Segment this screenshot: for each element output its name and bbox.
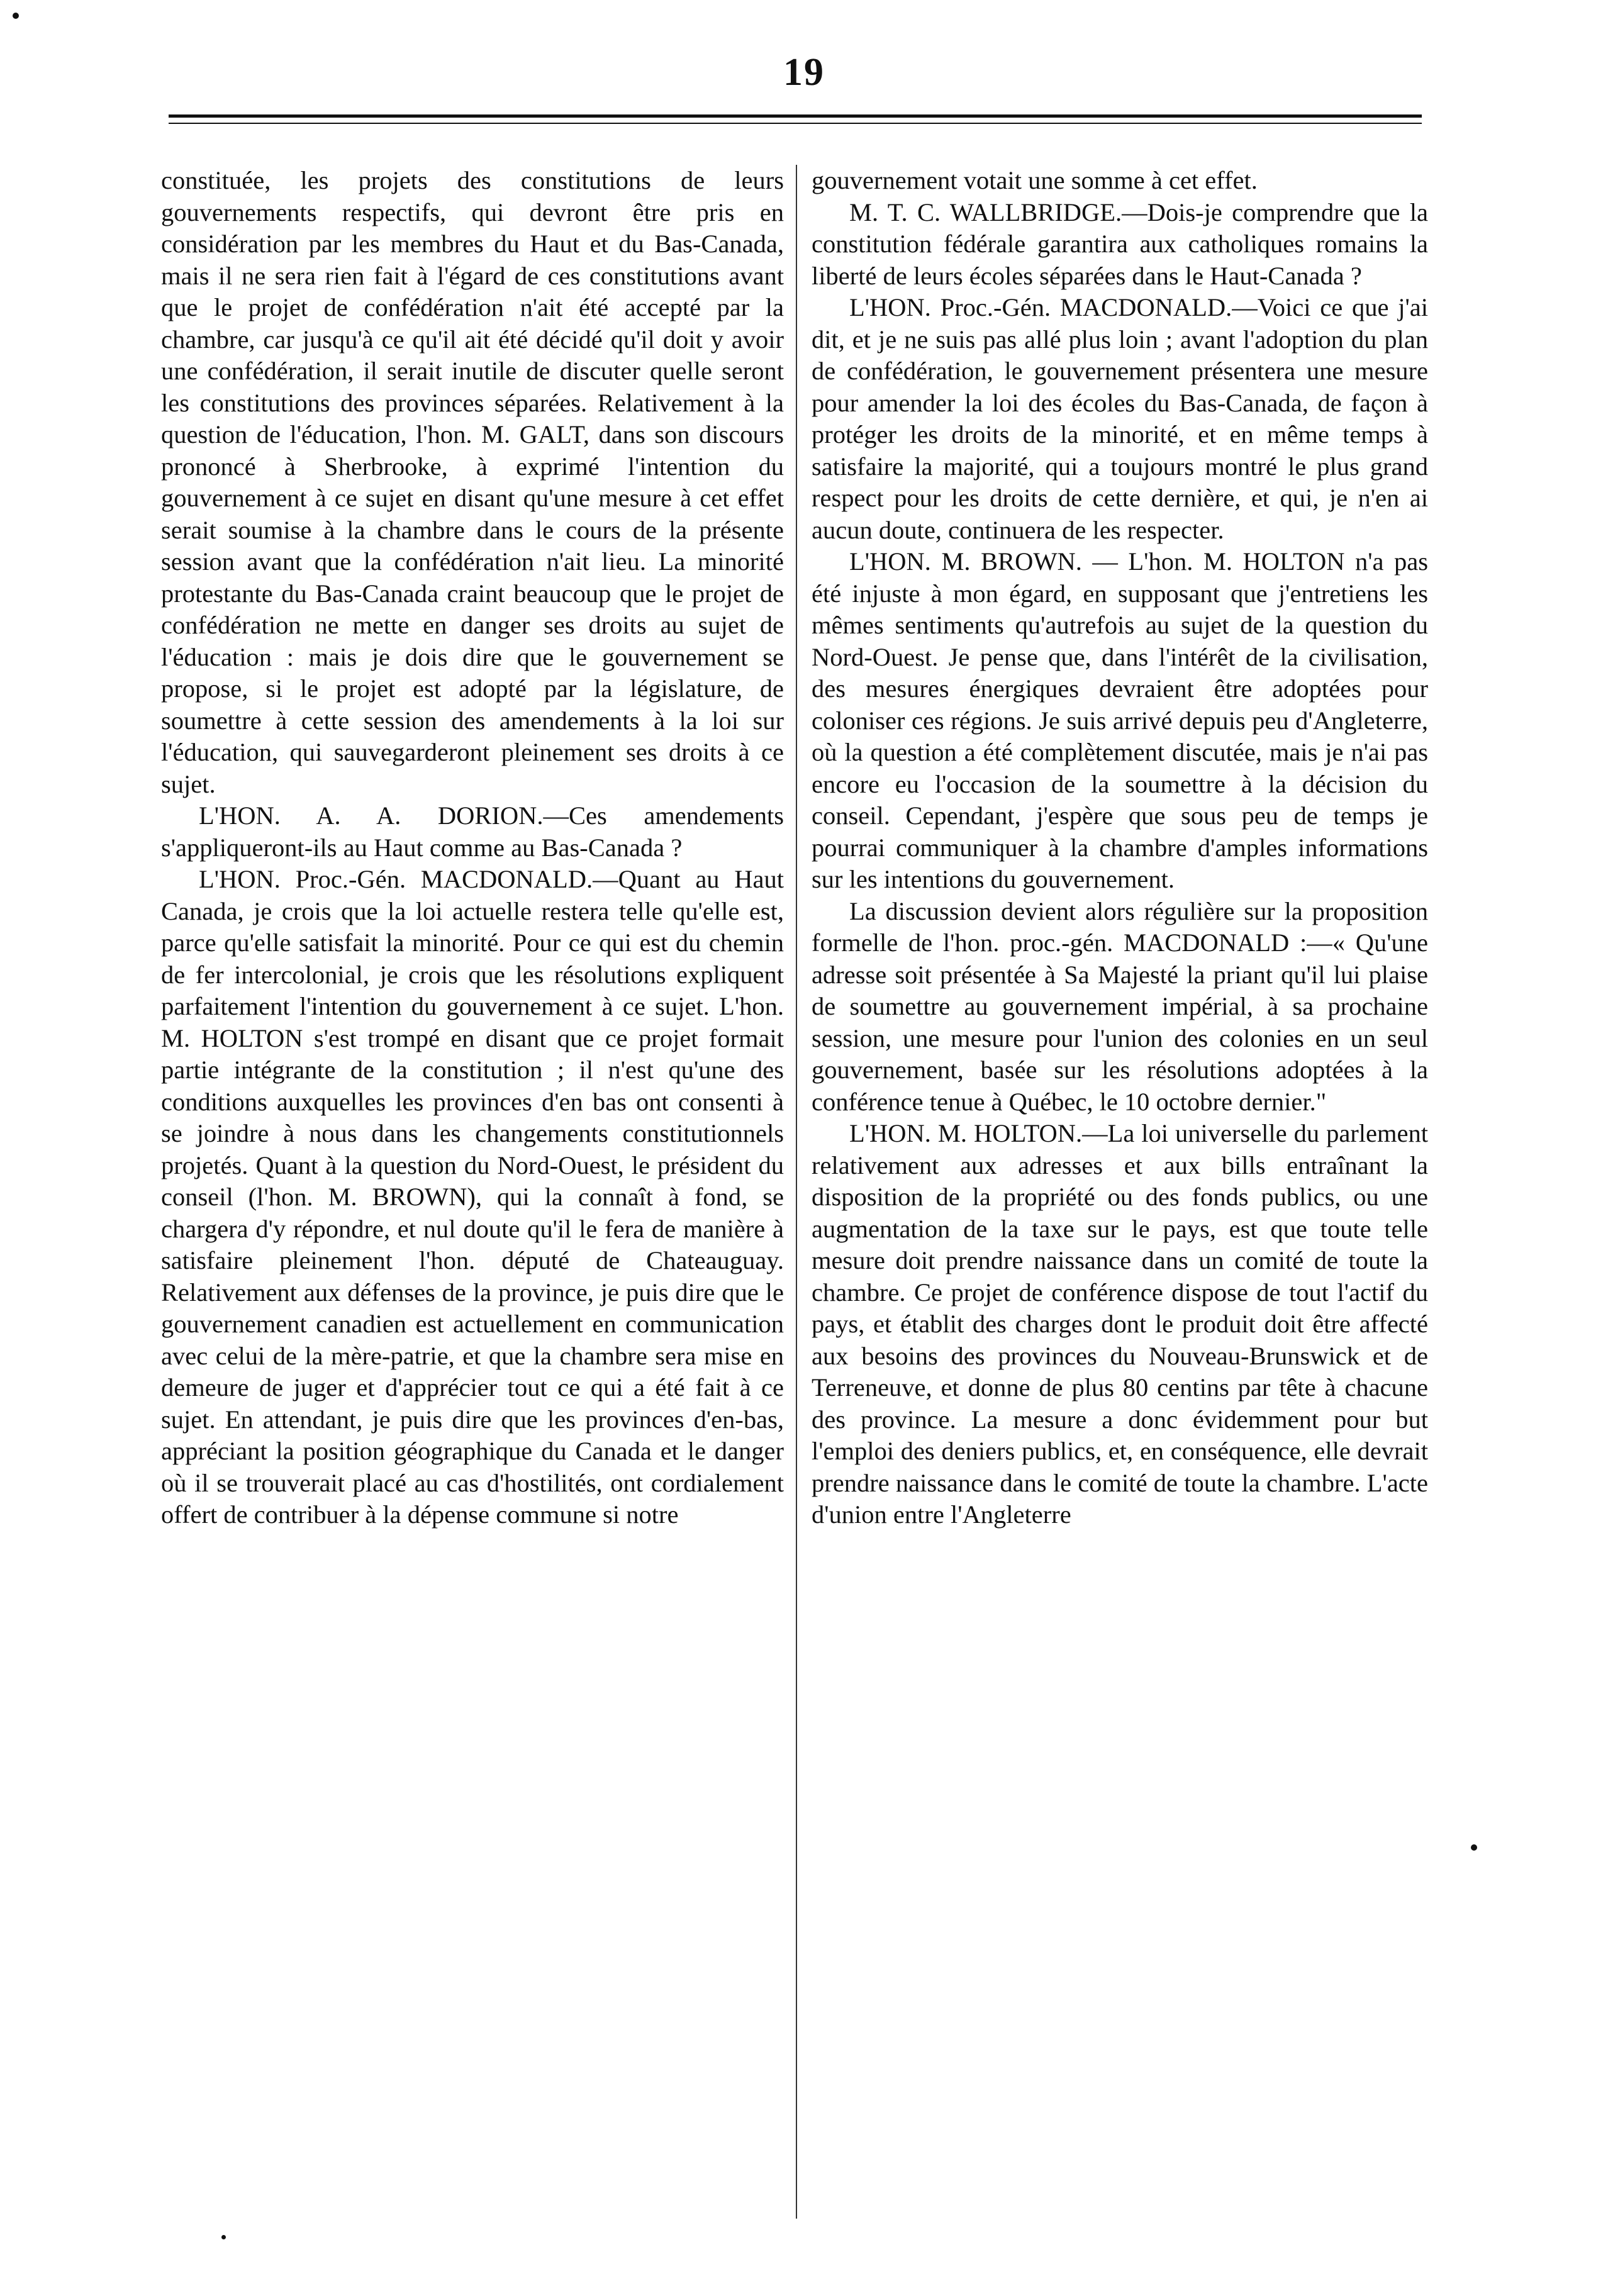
- paragraph: L'HON. Proc.-Gén. MACDONALD.—Quant au Haut Canada, je crois que la loi actuelle restera telle qu'elle est, parce qu'elle satisfait la minorité. Pour ce qui est du chemin de fer intercolonial, je crois que les résolutions expliquent parfaitement l'intention du gouvernement à ce sujet. L'hon. M. HOLTON s'est trompé en disant que ce projet formait partie intégrante de la constitution ; il n'est qu'une des conditions auxquelles les provinces d'en bas ont consenti à se joindre à nous dans les changements constitutionnels projetés. Quant à la question du Nord-Ouest, le président du conseil (l'hon. M. BROWN), qui la connaît à fond, se chargera d'y répondre, et nul doute qu'il le fera de manière à satisfaire pleinement l'hon. député de Chateauguay. Relativement aux défenses de la province, je puis dire que le gouvernement canadien est actuellement en communication avec celui de la mère-patrie, et que la chambre sera mise en demeure de juger et d'apprécier tout ce qui a été fait à ce sujet. En attendant, je puis dire que les provinces d'en-bas, appréciant la position géographique du Canada et le danger où il se trouverait placé au cas d'hostilités, ont cordialement offert de contribuer à la dépense commune si notre: [161, 865, 784, 1529]
- paragraph: L'HON. M. HOLTON.—La loi universelle du parlement relativement aux adresses et aux bills entraînant la disposition de la propriété ou des fonds publics, ou une augmentation de la taxe sur le pays, est que toute telle mesure doit prendre naissance dans un comité de toute la chambre. Ce projet de conférence dispose de tout l'actif du pays, et établit des charges dont le produit doit être affecté aux besoins des provinces du Nouveau-Brunswick et de Terreneuve, et donne de plus 80 centins par tête à chacune des province. La mesure a donc évidemment pour but l'emploi des deniers publics, et, en conséquence, elle devrait prendre naissance dans le comité de toute la chambre. L'acte d'union entre l'Angleterre: [812, 1119, 1428, 1529]
- margin-mark-top-left: [13, 13, 19, 19]
- paragraph: L'HON. A. A. DORION.—Ces amendements s'appliqueront-ils au Haut comme au Bas-Canada ?: [161, 801, 784, 862]
- paragraph: gouvernement votait une somme à cet effet.: [812, 166, 1258, 194]
- paragraph: M. T. C. WALLBRIDGE.—Dois-je comprendre que la constitution fédérale garantira aux catholiques romains la liberté de leurs écoles séparées dans le Haut-Canada ?: [812, 198, 1428, 290]
- right-column: [812, 165, 1428, 2241]
- paragraph: L'HON. Proc.-Gén. MACDONALD.—Voici ce que j'ai dit, et je ne suis pas allé plus loin ; avant l'adoption du plan de confédération, le gouvernement présentera une mesure pour amender la loi des écoles du Bas-Canada, de façon à protéger les droits de la minorité, et en même temps à satisfaire la majorité, qui a toujours montré le plus grand respect pour les droits de cette dernière, et qui, je n'en ai aucun doute, continuera de les respecter.: [812, 293, 1428, 544]
- header-rule-thick: [169, 114, 1422, 118]
- page-number: 19: [783, 51, 825, 94]
- left-column: [161, 165, 784, 2241]
- paragraph: constituée, les projets des constitutions de leurs gouvernements respectifs, qui devront être pris en considération par les membres du Haut et du Bas-Canada, mais il ne sera rien fait à l'égard de ces constitutions avant que le projet de confédération n'ait été accepté par la chambre, car jusqu'à ce qu'il ait été décidé qu'il doit y avoir une confédération, il serait inutile de discuter quelle seront les constitutions des provinces séparées. Relativement à la question de l'éducation, l'hon. M. GALT, dans son discours prononcé à Sherbrooke, à exprimé l'intention du gouvernement à ce sujet en disant qu'une mesure à cet effet serait soumise à la chambre dans le cours de la présente session avant que la confédération n'ait lieu. La minorité protestante du Bas-Canada craint beaucoup que le projet de confédération ne mette en danger ses droits au sujet de l'éducation : mais je dois dire que le gouvernement se propose, si le projet est adopté par la législature, de soumettre à cette session des amendements à la loi sur l'éducation, qui sauvegarderont pleinement ses droits à ce sujet.: [161, 166, 784, 798]
- paragraph: L'HON. M. BROWN. — L'hon. M. HOLTON n'a pas été injuste à mon égard, en supposant que j'entretiens les mêmes sentiments qu'autrefois au sujet de la question du Nord-Ouest. Je pense que, dans l'intérêt de la civilisation, des mesures énergiques devraient être adoptées pour coloniser ces régions. Je suis arrivé depuis peu d'Angleterre, où la question a été complètement discutée, mais je n'ai pas encore eu l'occasion de la soumettre à la décision du conseil. Cependant, j'espère que sous peu de temps je pourrai communiquer à la chambre d'amples informations sur les intentions du gouvernement.: [812, 547, 1428, 893]
- column-divider: [796, 165, 797, 2219]
- header-rule-thin: [169, 123, 1422, 124]
- paragraph: La discussion devient alors régulière sur la proposition formelle de l'hon. proc.-gén. MACDONALD :—« Qu'une adresse soit présentée à Sa Majesté la priant qu'il lui plaise de soumettre au gouvernement impérial, à sa prochaine session, une mesure pour l'union des colonies en un seul gouvernement, basée sur les résolutions adoptées à la conférence tenue à Québec, le 10 octobre dernier.": [812, 896, 1428, 1116]
- margin-mark-right: [1471, 1844, 1477, 1851]
